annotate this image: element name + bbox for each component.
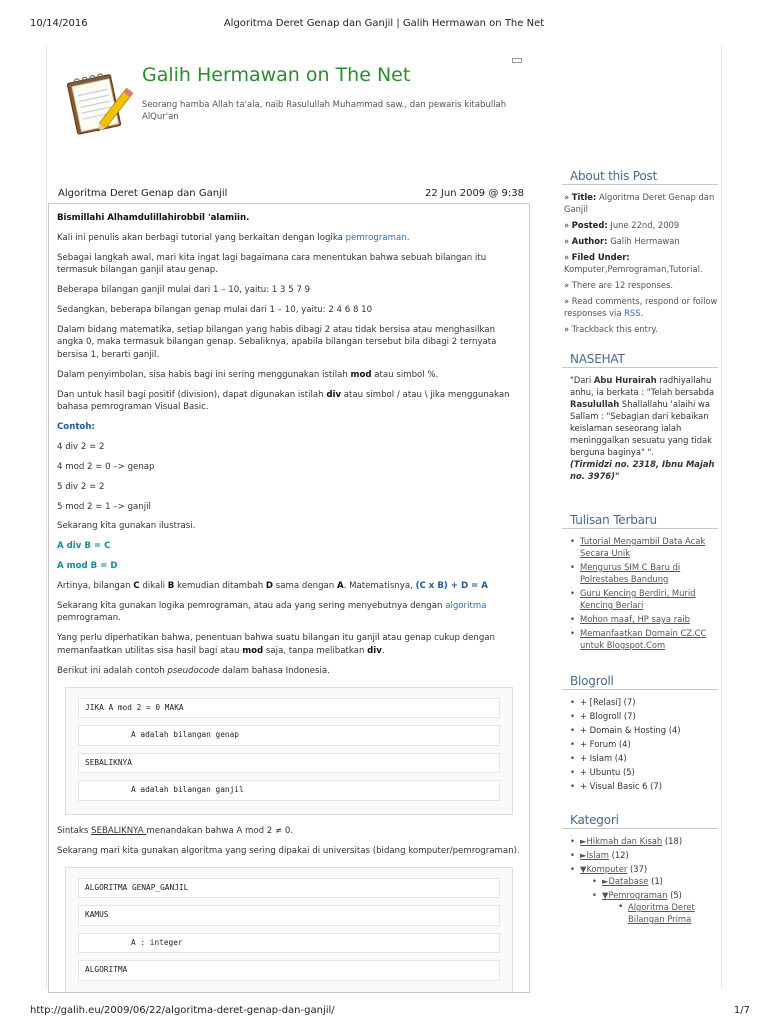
- paragraph-logika: Sekarang kita gunakan logika pemrograman, atau ada yang sering menyebutnya dengan algoritma pemrograman.: [57, 601, 487, 624]
- list-item[interactable]: • + Blogroll (7): [568, 710, 718, 722]
- print-url: http://galih.eu/2009/06/22/algoritma-deret-genap-dan-ganjil/: [30, 1005, 335, 1016]
- recent-posts-list: [562, 535, 718, 651]
- paragraph-bidang: Dalam bidang matematika, setiap bilangan yang habis dibagi 2 atau tidak bersisa atau menghasilkan angka 0, maka termasuk bilangan genap. Sebaliknya, apabila bilangan tersebut bila dibagi 2 ternyata bersisa 1, berarti ganjil.: [57, 324, 497, 360]
- bismillah: Bismillahi Alhamdulillahirobbil 'alamiin.: [57, 213, 250, 223]
- code-line: A adalah bilangan genap: [78, 725, 500, 745]
- pemrograman-sublist: [602, 901, 718, 925]
- contoh-label: Contoh:: [57, 421, 95, 432]
- paragraph-div: Dan untuk hasil bagi positif (division), dapat digunakan istilah div atau simbol / atau \ jika menggunakan bahasa pemrograman Visual Basic.: [57, 389, 510, 412]
- blogroll-title: Blogroll: [562, 675, 718, 690]
- print-date: 10/14/2016: [30, 18, 88, 29]
- paragraph-artinya: Artinya, bilangan C dikali B kemudian ditambah D sama dengan A. Matematisnya, (C x B) + D = A: [57, 581, 488, 592]
- filed-categories-link[interactable]: Komputer,Pemrograman,Tutorial.: [564, 264, 703, 274]
- code-line: JIKA A mod 2 = 0 MAKA: [78, 698, 500, 718]
- paragraph-berikut: Berikut ini adalah contoh pseudocode dalam bahasa Indonesia.: [57, 665, 330, 676]
- example-line: 5 mod 2 = 1 –> ganjil: [57, 501, 151, 512]
- paragraph-ilustrasi: Sekarang kita gunakan ilustrasi.: [57, 521, 196, 532]
- rss-link[interactable]: RSS: [624, 308, 641, 318]
- paragraph-universitas: Sekarang mari kita gunakan algoritma yang sering dipakai di universitas (bidang komputer/pemrograman).: [57, 845, 520, 856]
- page-number: 1/7: [733, 1005, 750, 1016]
- list-item[interactable]: • + Domain & Hosting (4): [568, 724, 718, 736]
- code-line: A : integer: [78, 933, 500, 953]
- category-hikmah-link[interactable]: ►Hikmah dan Kisah: [580, 836, 663, 846]
- paragraph-langkah: Sebagai langkah awal, mari kita ingat lagi bagaimana cara menentukan bahwa sebuah bilangan itu termasuk bilangan ganjil atau genap.: [57, 252, 487, 276]
- print-header: [0, 0, 768, 36]
- print-title: Algoritma Deret Genap dan Ganjil | Galih Hermawan on The Net: [223, 18, 545, 29]
- formula-matematis: (C x B) + D = A: [415, 581, 488, 592]
- komputer-sublist: [580, 875, 718, 925]
- list-item: • ►Hikmah dan Kisah (18): [568, 835, 718, 847]
- about-title: About this Post: [562, 170, 718, 185]
- recent-post-link[interactable]: Guru Kencing Berdiri, Murid Kencing Berlari: [580, 588, 696, 610]
- about-title-item: » Title: Algoritma Deret Genap dan Ganjil: [564, 192, 715, 214]
- example-line: 4 mod 2 = 0 –> genap: [57, 461, 155, 472]
- post-date: 22 Jun 2009 @ 9:38: [425, 188, 524, 199]
- paragraph-sintaks: Sintaks SEBALIKNYA menandakan bahwa A mod 2 ≠ 0.: [57, 825, 294, 836]
- post-content: [48, 203, 530, 993]
- code-line: ALGORITMA: [78, 960, 500, 980]
- about-responses-item: » There are 12 responses.: [564, 280, 674, 290]
- list-item: [568, 535, 718, 559]
- list-item: [616, 901, 718, 925]
- list-item: [568, 561, 718, 585]
- about-filed-item: » Filed Under: Komputer,Pemrograman,Tutorial.: [564, 252, 703, 274]
- blogroll-list: [562, 696, 718, 792]
- algorithm-block: [65, 867, 513, 993]
- list-item: [568, 613, 718, 625]
- list-item[interactable]: • + Islam (4): [568, 752, 718, 764]
- post-title: Algoritma Deret Genap dan Ganjil: [58, 188, 228, 199]
- recent-post-link[interactable]: Tutorial Mengambil Data Acak Secara Unik: [580, 536, 706, 558]
- code-line: ALGORITMA GENAP_GANJIL: [78, 878, 500, 898]
- list-item[interactable]: • + [Relasi] (7): [568, 696, 718, 708]
- site-description: Seorang hamba Allah ta'ala, naib Rasulullah Muhammad saw., dan pewaris kitabullah AlQur'an: [142, 100, 507, 122]
- about-trackback-item: » Trackback this entry.: [564, 324, 658, 334]
- kategori-title: Kategori: [562, 814, 718, 829]
- paragraph-simbol: Dalam penyimbolan, sisa habis bagi ini sering menggunakan istilah mod atau simbol %.: [57, 369, 439, 380]
- category-pemrograman-link[interactable]: ▼Pemrograman: [602, 890, 668, 900]
- code-line: A adalah bilangan ganjil: [78, 780, 500, 800]
- trackback-link[interactable]: Trackback this entry.: [571, 324, 658, 334]
- list-item: [568, 587, 718, 611]
- recent-post-link[interactable]: Mengurus SIM C Baru di Polrestabes Bandung: [580, 562, 681, 584]
- code-line: KAMUS: [78, 905, 500, 925]
- list-item[interactable]: • + Visual Basic 6 (7): [568, 780, 718, 792]
- paragraph-perlu: Yang perlu diperhatikan bahwa, penentuan bahwa suatu bilangan itu ganjil atau genap cukup dengan memanfaatkan utilitas sisa hasil bagi atau mod saja, tanpa melibatkan div.: [57, 633, 495, 656]
- formula-div: A div B = C: [57, 541, 111, 552]
- pemrograman-link[interactable]: pemrograman: [345, 232, 407, 243]
- minimize-icon[interactable]: [512, 58, 522, 63]
- post-algoritma-link[interactable]: Algoritma Deret Bilangan Prima: [628, 902, 695, 924]
- recent-post-link[interactable]: Mohon maaf, HP saya raib: [580, 614, 690, 624]
- kategori-list: [562, 835, 718, 925]
- example-line: 5 div 2 = 2: [57, 481, 105, 492]
- sidebar: [562, 170, 718, 927]
- algoritma-link[interactable]: algoritma: [445, 601, 487, 612]
- example-line: 4 div 2 = 2: [57, 441, 105, 452]
- about-author-item: » Author: Galih Hermawan: [564, 236, 680, 246]
- formula-mod: A mod B = D: [57, 561, 118, 572]
- list-item: • ►Database (1): [590, 875, 718, 887]
- paragraph-genap: Sedangkan, beberapa bilangan genap mulai dari 1 – 10, yaitu: 2 4 6 8 10: [57, 305, 373, 316]
- about-read-item: » Read comments, respond or follow responses via RSS.: [564, 296, 718, 318]
- recent-post-link[interactable]: Memanfaatkan Domain CZ.CC untuk Blogspot.Com: [580, 628, 707, 650]
- list-item[interactable]: • + Ubuntu (5): [568, 766, 718, 778]
- site-title[interactable]: Galih Hermawan on The Net: [142, 64, 411, 86]
- list-item: • ▼Komputer (37) • ►Database (1) • ▼Pemrograman (5) • Algoritma Deret Bilangan Prima: [568, 863, 718, 925]
- paragraph-ganjil: Beberapa bilangan ganjil mulai dari 1 – 10, yaitu: 1 3 5 7 9: [57, 285, 311, 296]
- pseudocode-block: [65, 687, 513, 815]
- recent-posts-title: Tulisan Terbaru: [562, 514, 718, 529]
- list-item: • ▼Pemrograman (5) • Algoritma Deret Bilangan Prima: [590, 889, 718, 925]
- nasehat-title: NASEHAT: [562, 353, 718, 368]
- category-islam-link[interactable]: ►Islam: [580, 850, 609, 860]
- code-line: SEBALIKNYA: [78, 753, 500, 773]
- list-item: [568, 627, 718, 651]
- intro-paragraph: Kali ini penulis akan berbagi tutorial yang berkaitan dengan logika pemrograman.: [57, 232, 410, 243]
- list-item[interactable]: • + Forum (4): [568, 738, 718, 750]
- list-item: • ►Islam (12): [568, 849, 718, 861]
- category-komputer-link[interactable]: ▼Komputer: [580, 864, 628, 874]
- notepad-pencil-icon[interactable]: [58, 68, 134, 140]
- nasehat-text: "Dari Abu Hurairah radhiyallahu anhu, ia berkata : "Telah bersabda Rasulullah Shallallahu 'alaihi wa Sallam : "Sebagian dari kebaikan keislaman seseorang ialah meninggalkan sesuatu yang tidak berguna baginya" ". (Tirmidzi no. 2318, Ibnu Majah no. 3976)": [570, 375, 715, 481]
- category-database-link[interactable]: ►Database: [602, 876, 649, 886]
- about-posted-item: » Posted: June 22nd, 2009: [564, 220, 680, 230]
